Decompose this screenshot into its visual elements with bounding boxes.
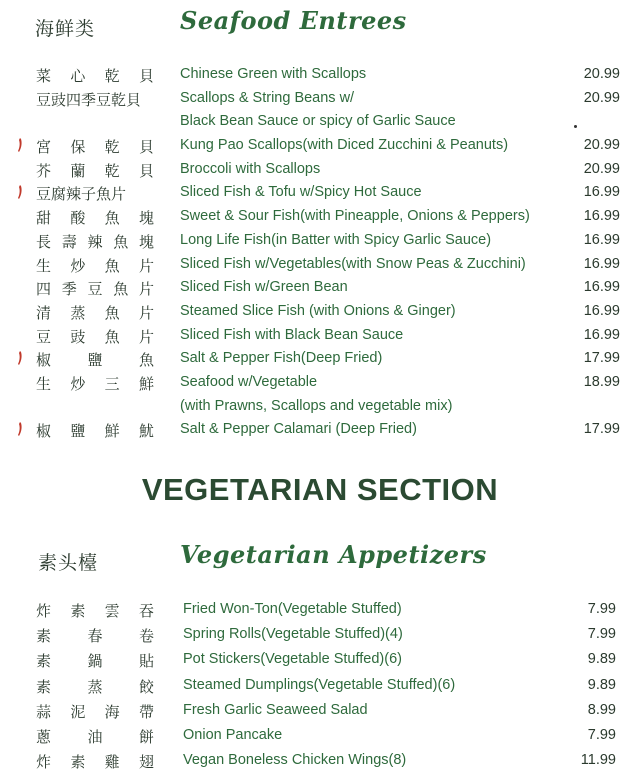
item-price: 7.99: [587, 601, 616, 617]
vegetarian-section-heading: VEGETARIAN SECTION: [141, 472, 499, 507]
item-description: Fresh Garlic Seaweed Salad: [183, 701, 368, 718]
item-price: 20.99: [583, 137, 620, 154]
chili-pepper-icon: [16, 422, 23, 437]
item-description: Sliced Fish & Tofu w/Spicy Hot Sauce: [180, 184, 422, 201]
seafood-header: [0, 6, 640, 46]
item-price: 16.99: [583, 326, 620, 343]
item-description: Kung Pao Scallops(with Diced Zucchini & Peanuts): [180, 137, 509, 154]
item-price: 16.99: [583, 279, 620, 296]
menu-item: [0, 674, 640, 699]
item-description: Broccoli with Scallops: [180, 160, 321, 177]
item-chinese-name: 椒 鹽 鮮 魷: [36, 422, 154, 441]
item-description: Pot Stickers(Vegetable Stuffed)(6): [183, 651, 402, 668]
item-price: 8.99: [587, 701, 616, 718]
item-description: (with Prawns, Scallops and vegetable mix): [180, 397, 453, 414]
item-description: Salt & Pepper Fish(Deep Fried): [180, 350, 383, 367]
item-price: 18.99: [583, 373, 620, 390]
item-description: Vegan Boneless Chicken Wings(8): [183, 752, 407, 769]
menu-item: [0, 623, 640, 648]
seafood-menu-list: [0, 63, 640, 442]
item-description: Chinese Green with Scallops: [180, 66, 367, 82]
menu-item: [0, 395, 640, 419]
item-price: 16.99: [583, 231, 620, 248]
stray-dot: [574, 125, 577, 128]
menu-item: [0, 300, 640, 324]
item-price: 16.99: [583, 208, 620, 225]
item-chinese-name: 甜 酸 魚 塊: [36, 209, 154, 228]
chili-pepper-icon: [16, 185, 23, 200]
item-price: 17.99: [583, 350, 620, 367]
item-chinese-name: 長 壽 辣 魚 塊: [36, 232, 154, 251]
item-price: 9.89: [587, 651, 616, 668]
item-chinese-name: 蔥 油 餅: [36, 727, 154, 746]
vegetarian-menu-list: [0, 598, 640, 774]
menu-item: [0, 205, 640, 229]
menu-item: [0, 324, 640, 348]
item-chinese-name: 豆腐辣子魚片: [36, 185, 127, 204]
menu-item: [0, 110, 640, 134]
menu-item: [0, 598, 640, 623]
menu-item: [0, 276, 640, 300]
item-chinese-name: 素 蒸 餃: [36, 677, 154, 696]
item-chinese-name: 清 蒸 魚 片: [36, 303, 154, 322]
item-description: Steamed Dumplings(Vegetable Stuffed)(6): [183, 676, 456, 693]
item-description: Steamed Slice Fish (with Onions & Ginger): [180, 302, 456, 319]
menu-item: [0, 229, 640, 253]
item-description: Salt & Pepper Calamari (Deep Fried): [180, 421, 417, 438]
item-description: Scallops & String Beans w/: [180, 89, 355, 106]
item-chinese-name: 蒜 泥 海 帶: [36, 702, 154, 721]
menu-item: [0, 63, 640, 87]
item-chinese-name: 芥 蘭 乾 貝: [36, 161, 154, 180]
item-description: Sliced Fish with Black Bean Sauce: [180, 326, 404, 343]
item-chinese-name: 炸 素 雞 翅: [36, 753, 154, 772]
menu-item: [0, 87, 640, 111]
item-description: Long Life Fish(in Batter with Spicy Garlic Sauce): [180, 231, 492, 248]
item-price: 9.89: [587, 676, 616, 693]
item-chinese-name: 椒 鹽 魚: [36, 351, 154, 370]
menu-item: [0, 699, 640, 724]
item-chinese-name: 豆 豉 魚 片: [36, 327, 154, 346]
vegetarian-title: Vegetarian Appetizers: [180, 540, 487, 569]
item-chinese-name: 菜 心 乾 貝: [36, 67, 154, 85]
item-description: Onion Pancake: [183, 726, 283, 743]
vegetarian-cn-title: 素头檯: [38, 552, 99, 574]
item-price: 16.99: [583, 255, 620, 272]
item-price: 20.99: [583, 160, 620, 177]
menu-item: [0, 181, 640, 205]
item-price: 20.99: [583, 66, 620, 82]
item-description: Black Bean Sauce or spicy of Garlic Sauce: [180, 113, 456, 130]
menu-item: [0, 134, 640, 158]
item-description: Sliced Fish w/Green Bean: [180, 279, 348, 296]
menu-item: [0, 158, 640, 182]
item-chinese-name: 生 炒 魚 片: [36, 256, 154, 275]
menu-item: [0, 749, 640, 774]
item-description: Sweet & Sour Fish(with Pineapple, Onions & Peppers): [180, 208, 530, 225]
menu-item: [0, 648, 640, 673]
chili-pepper-icon: [16, 138, 23, 153]
menu-item: [0, 418, 640, 442]
item-description: Seafood w/Vegetable: [180, 373, 318, 390]
menu-item: [0, 347, 640, 371]
item-chinese-name: 宮 保 乾 貝: [36, 138, 154, 157]
menu-item: [0, 724, 640, 749]
seafood-cn-title: 海鲜类: [35, 18, 96, 40]
item-price: 16.99: [583, 184, 620, 201]
item-price: 17.99: [583, 421, 620, 438]
item-chinese-name: 豆豉四季豆乾貝: [36, 90, 142, 109]
item-description: Fried Won-Ton(Vegetable Stuffed): [183, 601, 402, 617]
item-chinese-name: 素 春 卷: [36, 627, 154, 646]
item-description: Sliced Fish w/Vegetables(with Snow Peas & Zucchini): [180, 255, 526, 272]
seafood-title: Seafood Entrees: [180, 6, 407, 35]
vegetarian-header: [0, 540, 640, 580]
item-price: 16.99: [583, 302, 620, 319]
menu-item: [0, 371, 640, 395]
item-price: 7.99: [587, 726, 616, 743]
menu-item: [0, 253, 640, 277]
item-chinese-name: 素 鍋 貼: [36, 652, 154, 671]
item-chinese-name: 炸 素 雲 吞: [36, 602, 154, 620]
item-price: 11.99: [580, 752, 616, 769]
item-chinese-name: 生 炒 三 鮮: [36, 374, 154, 393]
chili-pepper-icon: [16, 351, 23, 366]
item-price: 7.99: [587, 626, 616, 643]
item-description: Spring Rolls(Vegetable Stuffed)(4): [183, 626, 403, 643]
item-price: 20.99: [583, 89, 620, 106]
item-chinese-name: 四 季 豆 魚 片: [36, 280, 154, 299]
